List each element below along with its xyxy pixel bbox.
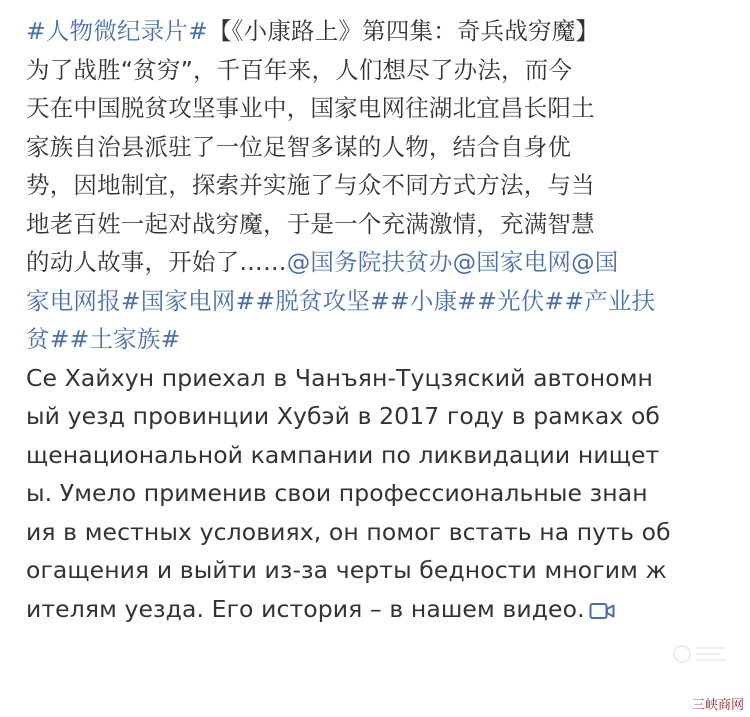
text-line: 为了战胜“贫穷”，千百年来，人们想尽了办法，而今 <box>26 55 573 84</box>
hashtag-link[interactable]: #小康# <box>390 286 478 315</box>
text-line: огащения и выйти из-за черты бедности многим ж <box>26 556 667 584</box>
text-line <box>26 590 736 633</box>
mention-link[interactable]: 家电网报 <box>26 286 121 315</box>
post-text-russian <box>26 359 736 633</box>
hashtag-link[interactable]: #国家电网# <box>120 286 256 315</box>
text-line: ия в местных условиях, он помог встать на путь об <box>26 517 671 546</box>
hashtag-link[interactable]: 贫# <box>26 325 70 353</box>
text-line <box>26 243 736 282</box>
text-line <box>26 12 736 51</box>
text-line: 地老百姓一起对战穷魔，于是一个充满激情，充满智慧 <box>26 209 595 238</box>
text-line: ый уезд провинции Хубэй в 2017 году в рамках об <box>26 402 661 430</box>
text-fragment: ителям уезда. Его история – в нашем видео. <box>26 594 585 623</box>
hashtag-link[interactable]: #产业扶 <box>564 286 656 315</box>
text-line <box>26 320 736 359</box>
mention-link[interactable]: @国家电网 <box>452 248 572 276</box>
site-watermark: 三峡商网 <box>692 694 744 713</box>
hashtag-link[interactable]: #脱贫攻坚# <box>255 286 390 315</box>
hashtag-link[interactable]: #光伏# <box>477 286 565 315</box>
text-line: щенациональной кампании по ликвидации нищет <box>26 440 660 469</box>
text-line: 势，因地制宜，探索并实施了与众不同方式方法，与当 <box>26 171 595 199</box>
hashtag-link[interactable]: #土家族# <box>69 325 181 353</box>
text-fragment: 的动人故事，开始了…… <box>26 248 287 276</box>
post-title-text: 【《小康路上》第四集：奇兵战穷魔】 <box>207 17 600 45</box>
text-line: 天在中国脱贫攻坚事业中，国家电网往湖北宜昌长阳土 <box>26 94 595 122</box>
hashtag-link[interactable]: #人物微纪录片# <box>26 17 208 45</box>
mention-link[interactable]: @国 <box>571 248 619 276</box>
text-line <box>26 282 736 321</box>
text-line: 家族自治县派驻了一位足智多谋的人物，结合自身优 <box>26 132 572 161</box>
text-line: ы. Умело применив свои профессиональные знан <box>26 479 648 507</box>
mention-link[interactable]: @国务院扶贫办 <box>286 248 453 276</box>
post-content <box>26 12 736 632</box>
faint-watermark-logo <box>672 640 730 668</box>
video-camera-icon[interactable] <box>589 594 615 633</box>
text-line: Се Хайхун приехал в Чанъян-Туцзяский автономн <box>26 363 654 392</box>
post-text-chinese <box>26 12 736 359</box>
